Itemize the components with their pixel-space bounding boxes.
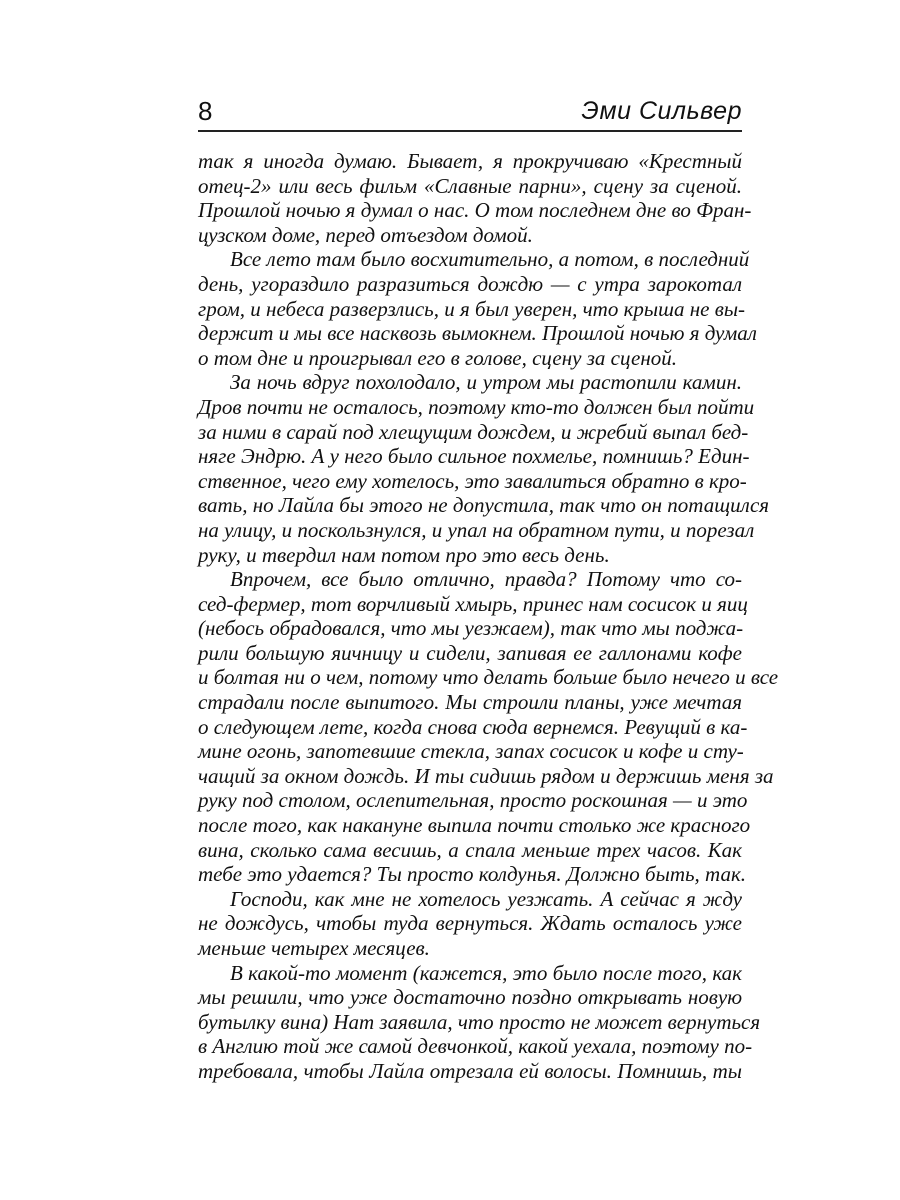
text-line: на улицу, и поскользнулся, и упал на обратном пути, и порезал	[198, 517, 755, 542]
text-line: За ночь вдруг похолодало, и утром мы растопили камин.	[230, 370, 742, 395]
text-line: страдали после выпитого. Мы строили планы, уже мечтая	[198, 690, 742, 715]
text-line: держит и мы все насквозь вымокнем. Прошлой ночью я думал	[198, 321, 757, 346]
text-line: руку под столом, ослепительная, просто роскошная — и это	[198, 788, 748, 813]
text-line: день, угораздило разразиться дождю — с утра зарокотал	[198, 271, 742, 296]
text-line: о том дне и проигрывал его в голове, сцену за сценой.	[198, 345, 678, 370]
text-line: руку, и твердил нам потом про это весь день.	[198, 542, 610, 567]
text-line: В какой-то момент (кажется, это было после того, как	[230, 960, 742, 985]
text-line: после того, как накануне выпила почти столько же красного	[198, 813, 751, 838]
text-line: так я иногда думаю. Бывает, я прокручиваю «Крестный	[198, 149, 742, 173]
paragraph	[198, 960, 761, 1084]
running-head-author: Эми Сильвер	[581, 97, 742, 125]
text-line: в Англию той же самой девчонкой, какой уехала, поэтому по-	[198, 1034, 753, 1059]
header-rule	[198, 130, 742, 132]
text-line: чащий за окном дождь. И ты сидишь рядом и держишь меня за	[198, 763, 774, 788]
text-line: тебе это удается? Ты просто колдунья. Должно быть, так.	[198, 862, 747, 887]
text-line: рили большую яичницу и сидели, запивая ее галлонами кофе	[198, 640, 742, 665]
text-line: и болтая ни о чем, потому что делать больше было нечего и все	[198, 665, 779, 690]
text-line: требовала, чтобы Лайла отрезала ей волосы. Помнишь, ты	[198, 1058, 742, 1083]
text-line: мы решили, что уже достаточно поздно открывать новую	[198, 985, 742, 1010]
paragraph	[198, 370, 770, 567]
text-line: цузском доме, перед отъездом домой.	[198, 222, 533, 247]
text-line: вина, сколько сама весишь, а спала меньше трех часов. Как	[198, 837, 742, 862]
paragraph	[198, 887, 742, 961]
text-line: Впрочем, все было отлично, правда? Потому что со-	[230, 567, 742, 592]
text-line: меньше четырех месяцев.	[198, 936, 430, 960]
text-line: отец-2» или весь фильм «Славные парни», сцену за сценой.	[198, 173, 742, 198]
text-line: Прошлой ночью я думал о нас. О том последнем дне во Фран-	[198, 198, 752, 223]
text-line: не дождусь, чтобы туда вернуться. Ждать осталось уже	[198, 911, 742, 936]
text-line: няге Эндрю. А у него было сильное похмелье, помнишь? Един-	[198, 444, 750, 469]
paragraph	[198, 567, 779, 887]
text-line: гром, и небеса разверзлись, и я был уверен, что крыша не вы-	[198, 296, 746, 321]
text-line: ственное, чего ему хотелось, это завалиться обратно в кро-	[198, 468, 747, 493]
page-number: 8	[198, 96, 213, 126]
text-line: Господи, как мне не хотелось уезжать. А сейчас я жду	[230, 886, 742, 911]
text-line: (небось обрадовался, что мы уезжаем), так что мы поджа-	[198, 616, 744, 641]
text-line: за ними в сарай под хлещущим дождем, и жребий выпал бед-	[198, 419, 749, 444]
paragraph	[198, 247, 757, 370]
text-line: Все лето там было восхитительно, а потом, в последний	[230, 247, 750, 272]
body-text	[198, 149, 779, 1084]
paragraph	[198, 149, 752, 247]
text-line: сед-фермер, тот ворчливый хмырь, принес нам сосисок и яиц	[198, 591, 748, 616]
text-line: Дров почти не осталось, поэтому кто-то должен был пойти	[198, 394, 755, 419]
text-line: мине огонь, запотевшие стекла, запах сосисок и кофе и сту-	[198, 739, 744, 764]
text-line: бутылку вина) Нат заявила, что просто не может вернуться	[198, 1009, 761, 1034]
text-line: о следующем лете, когда снова сюда вернемся. Ревущий в ка-	[198, 714, 748, 739]
text-line: вать, но Лайла бы этого не допустила, так что он потащился	[198, 493, 770, 518]
page-header	[198, 92, 742, 130]
